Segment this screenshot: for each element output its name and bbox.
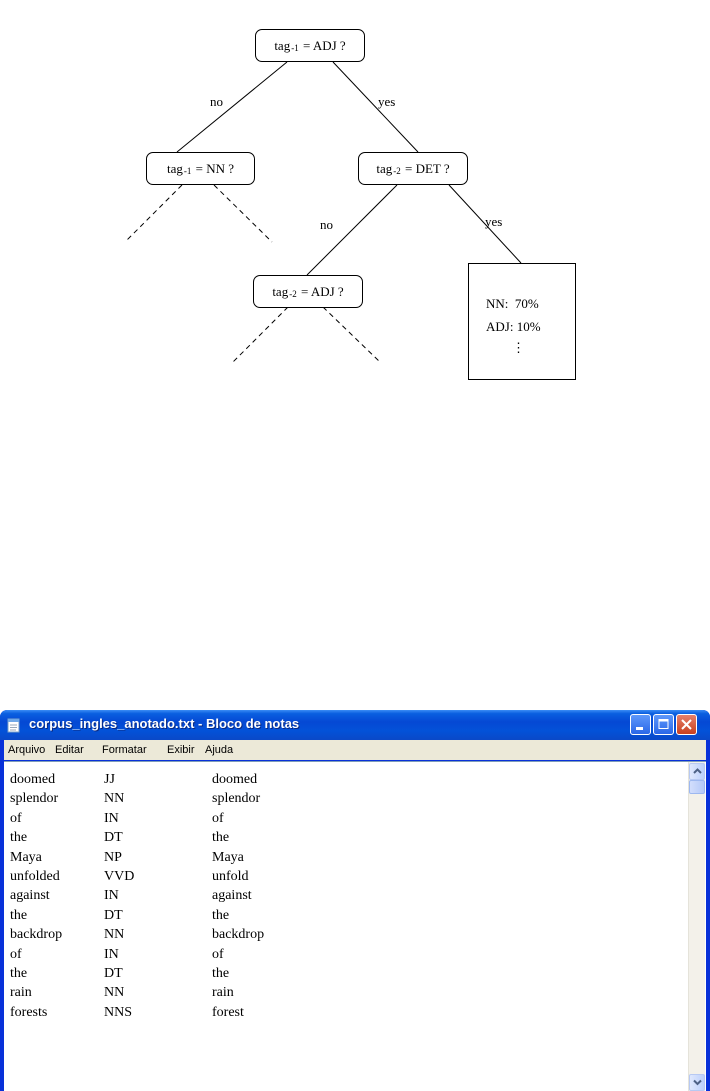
token-tag: IN — [104, 810, 119, 826]
minimize-icon — [631, 715, 650, 734]
edge-root-yes — [333, 62, 418, 152]
scroll-up-button[interactable] — [689, 763, 705, 780]
token-tag: DT — [104, 907, 123, 923]
token-tag: DT — [104, 966, 123, 981]
token-lemma: the — [212, 907, 230, 923]
token-lemma: against — [212, 888, 252, 904]
token-lemma: forest — [212, 1004, 244, 1020]
leaf-line-nn: NN: 70% — [486, 296, 539, 311]
menu-exibir[interactable]: Exibir — [167, 744, 195, 756]
menu-arquivo[interactable]: Arquivo — [8, 744, 46, 756]
token-word: Maya — [10, 849, 42, 865]
token-tag: NN — [104, 791, 125, 807]
edge-rl-dash-left — [233, 307, 288, 362]
token-tag: DT — [104, 830, 123, 846]
maximize-button[interactable] — [653, 714, 674, 735]
token-lemma: the — [212, 966, 230, 981]
token-lemma: of — [212, 946, 224, 962]
scroll-thumb[interactable] — [689, 780, 705, 794]
right-left-node-var: tag — [272, 283, 289, 299]
root-node — [255, 29, 365, 62]
token-tag: NP — [104, 849, 122, 865]
token-lemma: splendor — [212, 791, 261, 807]
notepad-window — [0, 710, 710, 1091]
root-node-var: tag — [274, 37, 291, 53]
menu-editar[interactable]: Editar — [55, 744, 84, 756]
left-node — [146, 152, 255, 185]
token-word: splendor — [10, 791, 59, 807]
left-node-var: tag — [166, 160, 183, 176]
right-node — [358, 152, 468, 185]
scroll-down-button[interactable] — [689, 1074, 705, 1091]
right-node-sub: -2 — [393, 165, 401, 176]
token-lemma: doomed — [212, 772, 258, 787]
label-root-no: no — [210, 94, 223, 109]
token-lemma: the — [212, 830, 230, 846]
token-tag: JJ — [104, 772, 115, 787]
token-lemma: rain — [212, 985, 234, 1001]
root-node-rest: = ADJ ? — [302, 37, 346, 53]
leaf-line-adj: ADJ: 10% — [486, 319, 541, 334]
token-word: the — [10, 966, 28, 981]
maximize-icon — [654, 715, 673, 734]
token-tag: NN — [104, 985, 125, 1001]
token-lemma: Maya — [212, 849, 244, 865]
token-tag: NNS — [104, 1004, 133, 1020]
token-word: of — [10, 810, 22, 826]
root-node-sub: -1 — [291, 42, 299, 53]
menu-bar — [4, 740, 706, 760]
token-word: the — [10, 907, 28, 923]
token-tag: IN — [104, 888, 119, 904]
edge-rl-dash-right — [323, 307, 380, 362]
title-bar[interactable] — [0, 710, 710, 740]
token-word: backdrop — [10, 927, 63, 943]
minimize-button[interactable] — [630, 714, 651, 735]
token-tag: NN — [104, 927, 125, 943]
right-node-var: tag — [376, 160, 393, 176]
token-word: the — [10, 830, 28, 846]
token-word: doomed — [10, 772, 56, 787]
label-root-yes: yes — [378, 94, 396, 109]
right-node-rest: = DET ? — [405, 160, 450, 176]
close-button[interactable] — [676, 714, 697, 735]
menu-ajuda[interactable]: Ajuda — [205, 744, 234, 756]
token-word: against — [10, 888, 50, 904]
label-right-no: no — [320, 217, 333, 232]
left-node-rest: = NN ? — [195, 160, 235, 176]
edge-root-no — [177, 62, 287, 152]
token-lemma: backdrop — [212, 927, 265, 943]
window-title: corpus_ingles_anotado.txt - Bloco de notas — [29, 716, 300, 731]
close-icon — [677, 715, 696, 734]
label-right-yes: yes — [485, 214, 503, 229]
leaf-distribution-box — [468, 263, 576, 380]
decision-tree — [0, 0, 710, 400]
vertical-scrollbar[interactable] — [688, 762, 705, 1091]
token-lemma: unfold — [212, 869, 249, 884]
token-lemma: of — [212, 810, 224, 826]
edge-left-dash-left — [127, 185, 182, 240]
chevron-down-icon — [690, 1075, 704, 1090]
edge-left-dash-right — [214, 185, 272, 242]
token-word: rain — [10, 985, 32, 1001]
token-word: forests — [10, 1004, 48, 1020]
token-word: of — [10, 946, 22, 962]
menu-formatar[interactable]: Formatar — [102, 744, 147, 756]
text-editor-area[interactable] — [4, 761, 706, 1091]
token-tag: IN — [104, 946, 119, 962]
token-word: unfolded — [10, 869, 60, 884]
leaf-ellipsis: ⋮ — [512, 340, 525, 355]
notepad-icon — [7, 717, 21, 733]
chevron-up-icon — [690, 764, 704, 779]
right-left-node-rest: = ADJ ? — [300, 283, 344, 299]
right-left-node-sub: -2 — [289, 288, 297, 299]
token-tag: VVD — [104, 869, 135, 884]
right-left-node — [253, 275, 363, 308]
left-node-sub: -1 — [183, 165, 192, 176]
